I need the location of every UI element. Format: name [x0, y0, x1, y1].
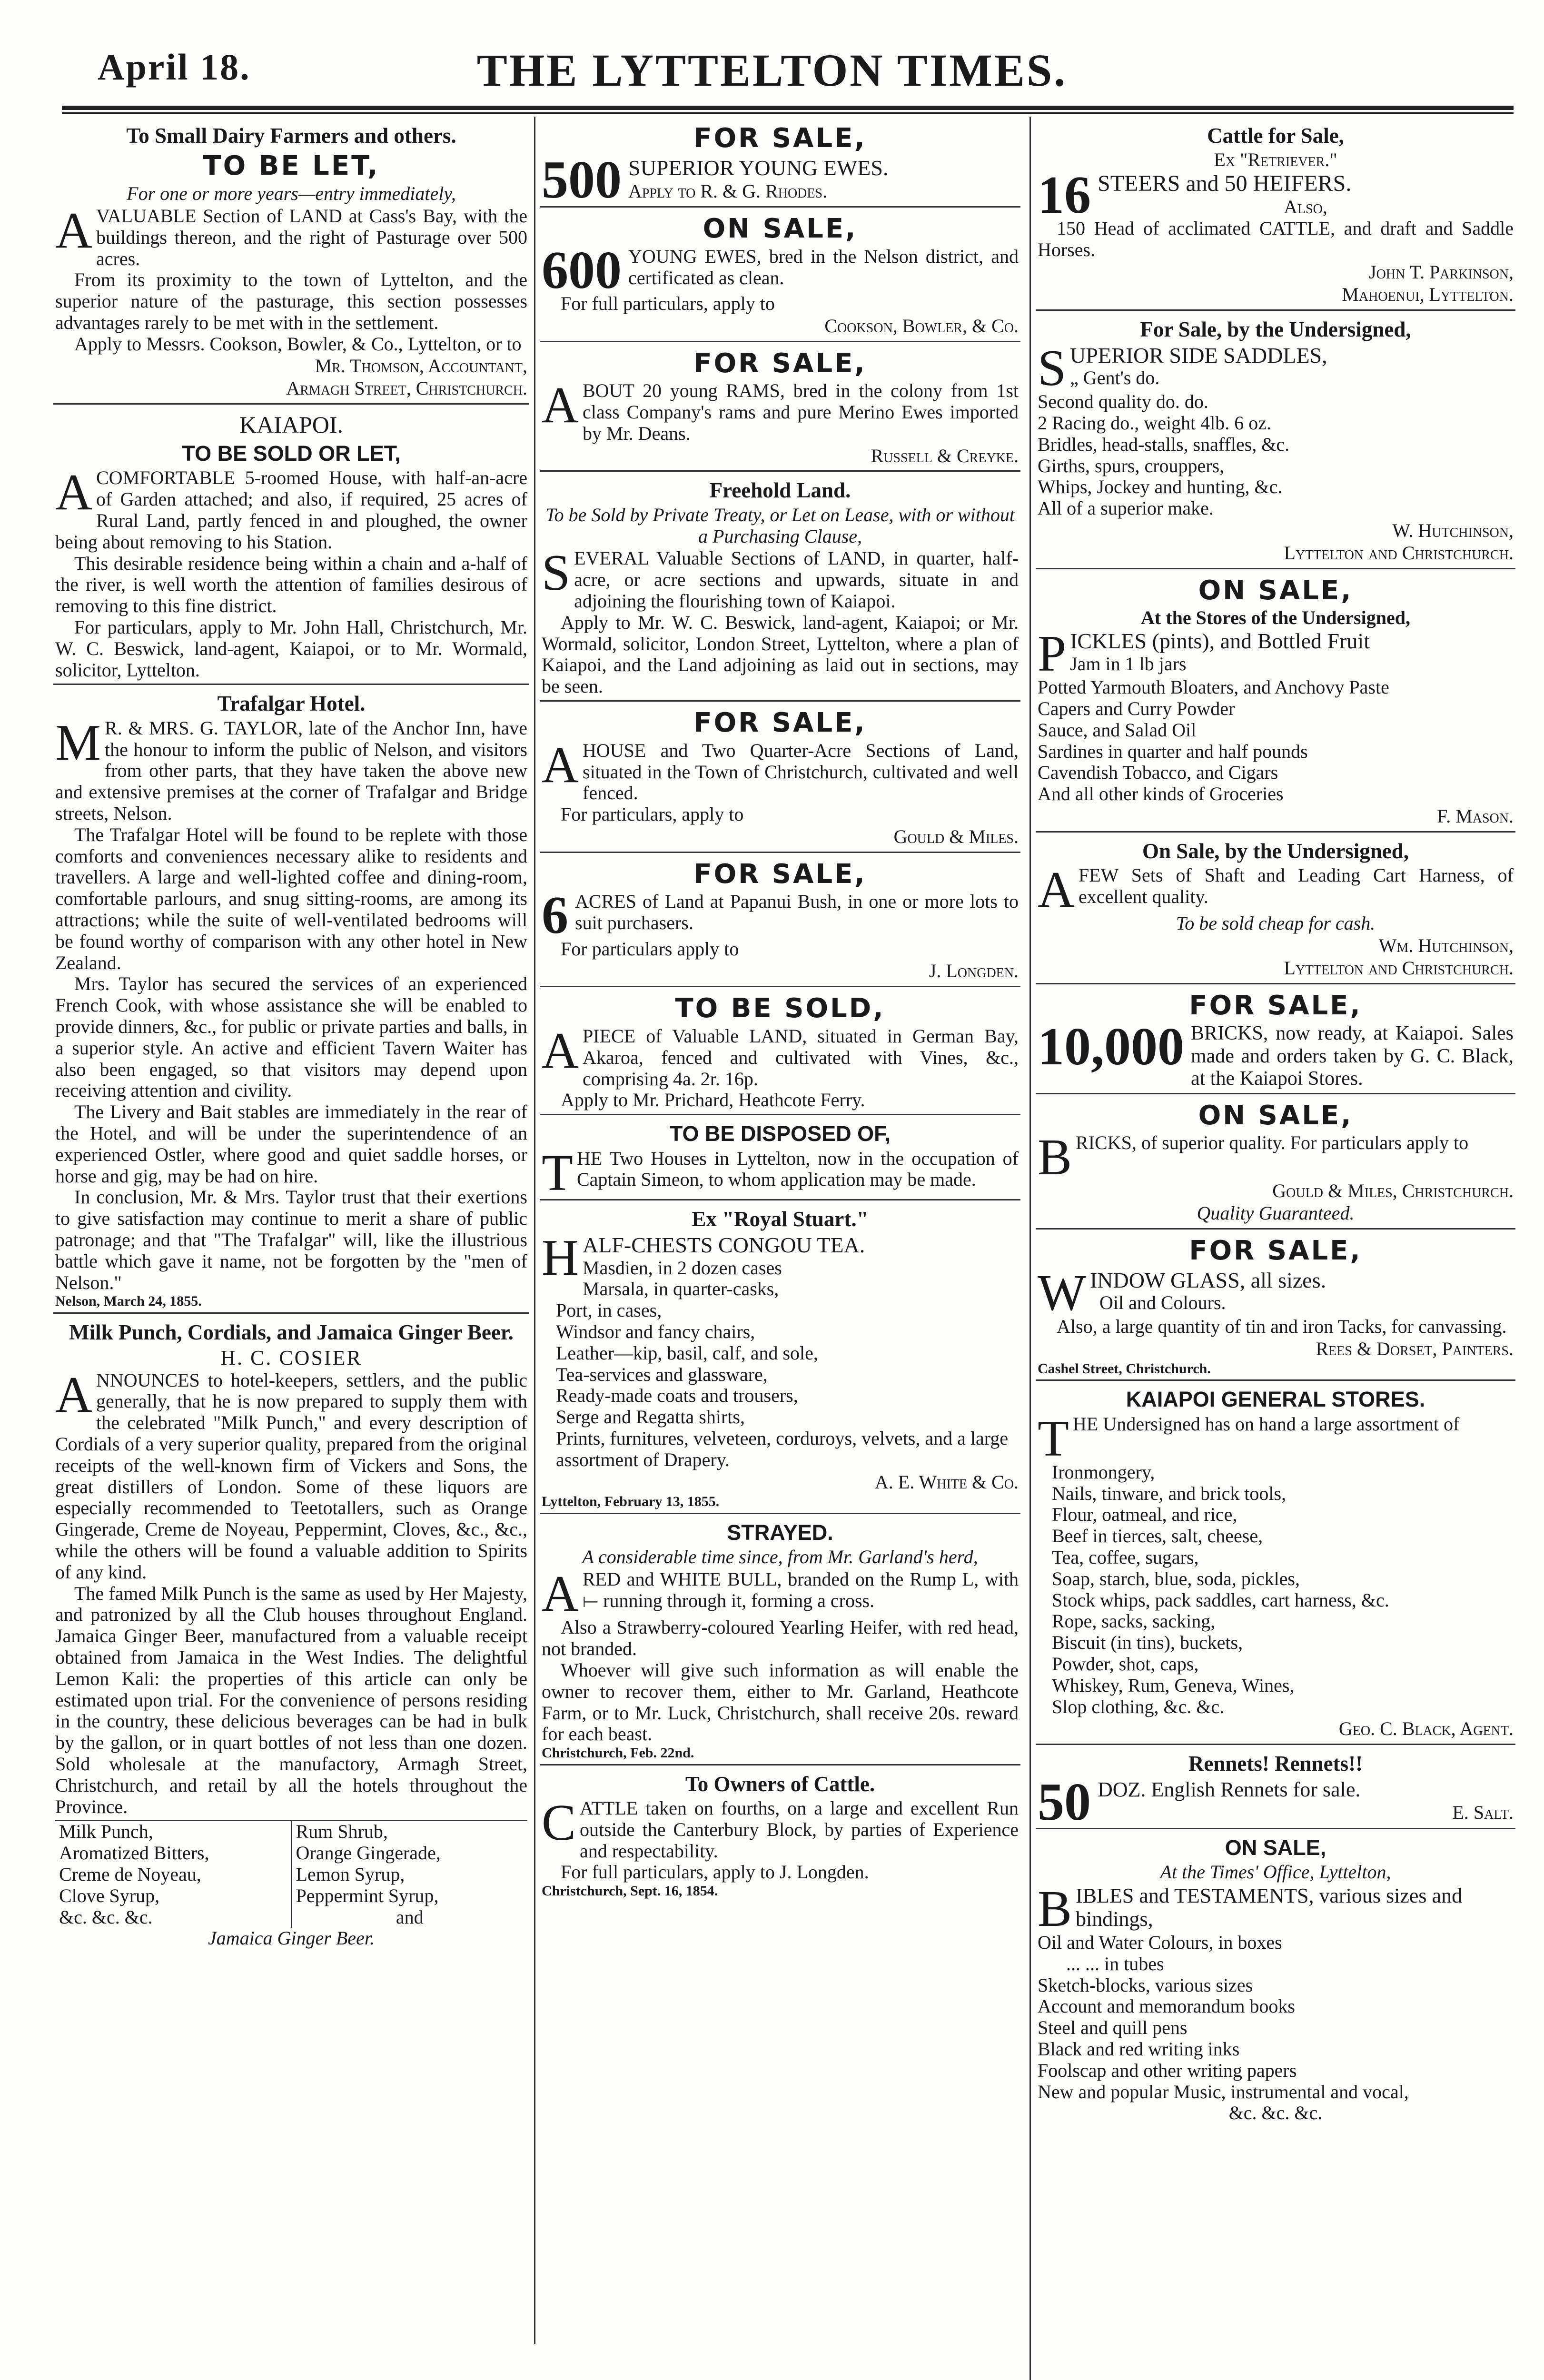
ad-subtitle: At the Stores of the Undersigned,	[1141, 607, 1410, 629]
ad-title: KAIAPOI GENERAL STORES.	[1126, 1387, 1425, 1412]
ad-subtitle: For one or more years—entry immediately,	[127, 183, 456, 205]
ad-cart-harness	[1036, 833, 1515, 984]
column-separator	[534, 117, 535, 2344]
newspaper-title: THE LYTTELTON TIMES.	[476, 45, 1068, 96]
ad-title: FOR SALE,	[693, 858, 867, 890]
product-list	[55, 1820, 527, 1928]
ad-heading: Ex "Royal Stuart."	[692, 1207, 869, 1231]
ad-heading: To Small Dairy Farmers and others.	[126, 124, 456, 148]
ad-bricks-kaiapoi	[1036, 984, 1515, 1094]
ad-body: For particulars apply to	[561, 938, 739, 960]
drop-cap: S	[1038, 339, 1067, 397]
ad-body: Mrs. Taylor has secured the services of an experienced French Cook, with whose assistance she will be enabled to provide dinners, &c., for public or private parties and balls, in a superior style. An active and efficient Tavern Waiter has also been engaged, so that visitors may depend upon receiving attention and civility.	[55, 973, 527, 1101]
ad-window-glass	[1036, 1230, 1515, 1381]
ad-acres-papanui	[540, 853, 1020, 988]
ad-subtitle: To be Sold by Private Treaty, or Let on Lease, with or without a Purchasing Clause,	[545, 504, 1015, 547]
ad-signature: Cookson, Bowler, & Co.	[824, 315, 1019, 337]
ad-body: 6 ACRES of Land at Papanui Bush, in one or more lots to suit purchasers.	[542, 886, 1019, 945]
drop-cap: T	[1038, 1410, 1069, 1467]
ad-signature: Mahoenui, Lyttelton.	[1342, 283, 1514, 305]
ad-heading: Trafalgar Hotel.	[217, 692, 366, 716]
drop-cap: T	[542, 1144, 573, 1201]
ad-subtitle: At the Times' Office, Lyttelton,	[1160, 1861, 1391, 1883]
ad-heading: On Sale, by the Undersigned,	[1142, 839, 1409, 863]
ad-body: AFEW Sets of Shaft and Leading Cart Harness, of excellent quality.	[1038, 862, 1514, 919]
ad-body: Apply to Mr. Prichard, Heathcote Ferry.	[561, 1089, 865, 1111]
ad-body: ACOMFORTABLE 5-roomed House, with half-an-acre of Garden attached; and also, if required, 25 acres of Rural Land, partly fenced in and ploughed, the owner being about removing to his Station.	[55, 464, 527, 553]
ad-body: AHOUSE and Two Quarter-Acre Sections of Land, situated in the Town of Christchurch, cultivated and well fenced.	[542, 736, 1019, 804]
drop-cap: H	[542, 1230, 579, 1287]
ad-royal-stuart	[540, 1200, 1020, 1514]
masthead-rule-thin	[62, 112, 1514, 114]
ad-rams	[540, 342, 1020, 472]
ad-heading: To Owners of Cattle.	[685, 1772, 875, 1796]
ad-footer: Jamaica Ginger Beer.	[208, 1927, 375, 1949]
ad-body: For particulars, apply to Mr. John Hall, Christchurch, Mr. W. C. Beswick, land-agent, Kaiapoi, or to Mr. Wormald, solicitor, Lyttelton.	[55, 616, 527, 681]
ad-title: ON SALE,	[703, 213, 858, 245]
ad-body: The famed Milk Punch is the same as used by Her Majesty, and patronized by all the Club houses throughout England. Jamaica Ginger Beer, manufactured from a valuable receipt obtained from Jamaica in the West Indies. The delightful Lemon Kali: the properties of this article can only be estimated upon trial. For the convenience of persons residing in the country, these delicious beverages can be had in bulk by the gallon, or in quart bottles of not less than one dozen. Sold wholesale at the manufactory, Armagh Street, Christchurch, and retail by all the hotels throughout the Province.	[55, 1582, 527, 1817]
ad-body: Also,	[1284, 196, 1327, 218]
drop-cap: M	[55, 714, 101, 771]
drop-cap: A	[542, 377, 579, 434]
drop-cap: S	[542, 545, 571, 602]
saddlery-list: S UPERIOR SIDE SADDLES, „ Gent's do. Second quality do. do. 2 Racing do., weight 4lb. 6 oz. Bridles, head-stalls, snaffles, &c. Girths, spurs, crouppers, Whips, Jockey and hunting, &c. All of a superior make.	[1038, 339, 1327, 519]
ad-body: For full particulars, apply to	[561, 292, 775, 314]
column-1	[53, 117, 529, 2380]
drop-cap: A	[55, 464, 92, 521]
ad-body: The Trafalgar Hotel will be found to be replete with those comforts and conveniences necessary alike to residents and travellers. A large and well-lighted coffee and dining-room, comfortable parlours, and snug sitting-rooms, are among its attractions; while the suite of well-ventilated bedrooms will be found worthy of comparison with any other hotel in New Zealand.	[55, 823, 527, 973]
drop-cap: P	[1038, 625, 1067, 683]
drop-cap: A	[55, 1366, 92, 1423]
ad-title: FOR SALE,	[1189, 1235, 1362, 1267]
ad-title: FOR SALE,	[693, 347, 867, 379]
ad-signature: Gould & Miles.	[893, 825, 1019, 847]
drop-number: 500	[542, 150, 622, 209]
ad-kaiapoi-general-stores	[1036, 1381, 1515, 1745]
ad-houses-lyttelton	[540, 1115, 1020, 1200]
stationery-list: B IBLES and TESTAMENTS, various sizes and bindings, Oil and Water Colours, in boxes ... ... in tubes Sketch-blocks, various sizes Account and memorandum books Steel and quill pens Black and red writing inks Foolscap and other writing papers New and popular Music, instrumental and vocal, &c. &c. &c.	[1038, 1880, 1463, 2124]
ad-kaiapoi	[53, 405, 529, 685]
ad-bibles	[1036, 1829, 1515, 2127]
ad-subtitle: A considerable time since, from Mr. Garland's herd,	[582, 1546, 978, 1568]
ad-signature: J. Longden.	[929, 960, 1019, 982]
ad-heading: Cattle for Sale,	[1207, 124, 1344, 148]
ad-body: For full particulars, apply to J. Longden.	[561, 1861, 869, 1883]
ad-bricks-quality	[1036, 1094, 1515, 1230]
ad-body: M R. & MRS. G. TAYLOR, late of the Anchor Inn, have the honour to inform the public of Nelson, and visitors from other parts, that they have taken the above new and extensive premises at the corner of Trafalgar and Bridge streets, Nelson.	[55, 714, 527, 824]
ad-body: THE Undersigned has on hand a large assortment of	[1038, 1410, 1460, 1467]
ad-body: 600 YOUNG EWES, bred in the Nelson district, and certificated as clean.	[542, 240, 1019, 300]
goods-list: Masdien, in 2 dozen cases Marsala, in quarter-casks, Port, in cases, Windsor and fancy chairs, Leather—kip, basil, calf, and sole, Tea-services and glassware, Ready-made coats and trousers, Serge and Regatta shirts, Prints, furnitures, velveteen, corduroys, velvets, and a large assortment of Drapery.	[556, 1257, 1009, 1470]
ad-body: 16 STEERS and 50 HEIFERS.	[1038, 166, 1352, 225]
ad-body: Also a Strawberry-coloured Yearling Heifer, with red head, not branded.	[542, 1616, 1019, 1660]
ad-saddles	[1036, 311, 1515, 569]
ad-title: TO BE DISPOSED OF,	[669, 1121, 891, 1146]
ad-body: BRICKS, of superior quality. For particulars apply to	[1038, 1129, 1469, 1186]
drop-number: 10,000	[1038, 1017, 1184, 1077]
ad-body: In conclusion, Mr. & Mrs. Taylor trust that their exertions to give satisfaction may continue to merit a share of public patronage; and that "The Trafalgar" will, like the illustrious battle which gave it name, not be forgotten by the "men of Nelson."	[55, 1186, 527, 1293]
ad-signature: Lyttelton and Christchurch.	[1284, 542, 1514, 564]
ad-dairy-farmers	[53, 117, 529, 405]
ad-body: THE Two Houses in Lyttelton, now in the occupation of Captain Simeon, to whom application may be made.	[542, 1144, 1019, 1201]
stores-list: Ironmongery, Nails, tinware, and brick tools, Flour, oatmeal, and rice, Beef in tierces, salt, cheese, Tea, coffee, sugars, Soap, starch, blue, soda, pickles, Stock whips, pack saddles, cart harness, &c. Rope, sacks, sacking, Biscuit (in tins), buckets, Powder, shot, caps, Whiskey, Rum, Geneva, Wines, Slop clothing, &c. &c.	[1052, 1461, 1389, 1717]
drop-cap: W	[1038, 1264, 1086, 1321]
ad-strayed	[540, 1514, 1020, 1765]
ad-body: Oil and Colours.	[1099, 1292, 1226, 1314]
ad-land-akaroa	[540, 987, 1020, 1115]
ad-title: ON SALE,	[1225, 1835, 1326, 1860]
ad-title: FOR SALE,	[693, 123, 867, 154]
ad-young-ewes	[540, 208, 1020, 342]
ad-body: Whoever will give such information as will enable the owner to recover them, either to Mr. Garland, Heathcote Farm, or to Mr. Luck, Christchurch, shall receive 20s. reward for each beast.	[542, 1659, 1019, 1745]
drop-number: 600	[542, 240, 622, 300]
ad-subtitle: To be sold cheap for cash.	[1176, 912, 1376, 934]
ad-body: AVALUABLE Section of LAND at Cass's Bay, with the buildings thereon, and the right of Pasturage over 500 acres.	[55, 202, 527, 269]
ad-body: CATTLE taken on fourths, on a large and excellent Run outside the Canterbury Block, by parties of Experience and respectability.	[542, 1795, 1019, 1862]
ad-milk-punch	[53, 1314, 529, 1952]
drop-cap: A	[542, 736, 579, 793]
ad-body: HALF-CHESTS CONGOU TEA.	[542, 1230, 865, 1287]
ad-title: TO BE SOLD,	[675, 993, 885, 1024]
ad-body: WINDOW GLASS, all sizes.	[1038, 1264, 1326, 1321]
issue-date: April 18.	[98, 46, 251, 88]
ad-advertiser: H. C. COSIER	[220, 1346, 362, 1370]
ad-body: SUPERIOR YOUNG EWES.	[628, 155, 889, 180]
ad-date: Christchurch, Sept. 16, 1854.	[542, 1883, 718, 1899]
ad-title: FOR SALE,	[1189, 990, 1362, 1021]
ad-signature: John T. Parkinson,	[1369, 261, 1514, 283]
ad-title: TO BE LET,	[203, 150, 380, 182]
drop-cap: A	[1038, 862, 1075, 919]
column-separator	[1029, 117, 1031, 2380]
ad-signature: Geo. C. Black, Agent.	[1338, 1718, 1514, 1740]
ad-signature: Gould & Miles, Christchurch.	[1272, 1180, 1514, 1202]
ad-body: For particulars, apply to	[561, 803, 744, 825]
ad-body: APIECE of Valuable LAND, situated in German Bay, Akaroa, fenced and cultivated with Vines, &c., comprising 4a. 2r. 16p.	[542, 1022, 1019, 1090]
ad-trafalgar-hotel	[53, 685, 529, 1314]
ad-heading: KAIAPOI.	[239, 411, 344, 438]
ad-body: ARED and WHITE BULL, branded on the Rump L, with ⟝ running through it, forming a cross.	[542, 1566, 1019, 1623]
ad-body: This desirable residence being within a chain and a-half of the river, is well worth the attention of families desirous of removing to this fine district.	[55, 552, 527, 617]
ad-body: 10,000 BRICKS, now ready, at Kaiapoi. Sales made and orders taken by G. C. Black, at the Kaiapoi Stores.	[1038, 1017, 1514, 1090]
ad-heading: Rennets! Rennets!!	[1188, 1752, 1363, 1776]
ad-body: SEVERAL Valuable Sections of LAND, in quarter, half-acre, or acre sections and upwards, situate in and adjoining the flourishing town of Kaiapoi.	[542, 545, 1019, 612]
ad-cattle-for-sale	[1036, 117, 1515, 311]
ad-date: Christchurch, Feb. 22nd.	[542, 1745, 694, 1761]
drop-cap: C	[542, 1795, 576, 1852]
ad-body: Also, a large quantity of tin and iron Tacks, for canvassing.	[1057, 1315, 1507, 1337]
column-3	[1036, 117, 1515, 2380]
ad-title: ON SALE,	[1198, 1100, 1353, 1131]
ad-rennets	[1036, 1745, 1515, 1832]
ad-body: 150 Head of acclimated CATTLE, and draft and Saddle Horses.	[1038, 218, 1514, 261]
ad-signature: Wm. Hutchinson,	[1378, 935, 1514, 957]
drop-cap: A	[542, 1022, 579, 1079]
ad-address: Cashel Street, Christchurch.	[1038, 1360, 1211, 1377]
ad-date: Nelson, March 24, 1855.	[55, 1293, 202, 1309]
ad-title: FOR SALE,	[693, 707, 867, 738]
ad-subtitle: Ex "Retriever."	[1214, 149, 1337, 171]
ad-date: Lyttelton, February 13, 1855.	[542, 1494, 720, 1510]
drop-number: 16	[1038, 166, 1091, 225]
ad-signature: Russell & Creyke.	[871, 445, 1019, 466]
drop-cap: A	[542, 1566, 579, 1623]
ad-title: STRAYED.	[727, 1520, 833, 1545]
ad-body: ABOUT 20 young RAMS, bred in the colony from 1st class Company's rams and pure Merino Ewes imported by Mr. Deans.	[542, 377, 1019, 444]
ad-superior-ewes	[540, 117, 1020, 208]
ad-house-for-sale	[540, 702, 1020, 853]
drop-cap: B	[1038, 1880, 1072, 1937]
ad-body: Apply to Mr. W. C. Beswick, land-agent, Kaiapoi; or Mr. Wormald, solicitor, London Street, Lyttelton, where a plan of Kaiapoi, and the Land adjoining as laid out in sections, may be seen.	[542, 611, 1019, 697]
column-2	[540, 117, 1020, 2380]
ad-heading: Freehold Land.	[709, 478, 851, 503]
ad-heading: For Sale, by the Undersigned,	[1140, 317, 1411, 341]
ad-body: ANNOUNCES to hotel-keepers, settlers, and the public generally, that he is now prepared to supply them with the celebrated "Milk Punch," and every description of Cordials of a very superior quality, prepared from the original receipts of the well-known firm of Vickers and Sons, the great distillers of London. Some of these liquors are especially recommended to Teetotallers, such as Orange Gingerade, Creme de Noyeau, Peppermint, Cloves, &c., &c., while the others will be found a valuable addition to Spirits of any kind.	[55, 1366, 527, 1583]
ad-signature: A. E. White & Co.	[874, 1471, 1019, 1493]
ad-body: The Livery and Bait stables are immediately in the rear of the Hotel, and will be under the superintendence of an experienced Ostler, where good and quiet saddle horses, or horse and gig, may be had on hire.	[55, 1101, 527, 1187]
ad-owners-of-cattle	[540, 1765, 1020, 1902]
drop-number: 50	[1038, 1772, 1091, 1832]
ad-body: Apply to Messrs. Cookson, Bowler, & Co., Lyttelton, or to	[74, 333, 522, 355]
ad-signature: F. Mason.	[1437, 805, 1514, 827]
ad-body: DOZ. English Rennets for sale.	[1098, 1777, 1361, 1801]
ad-signature: E. Salt.	[1452, 1801, 1514, 1823]
groceries-list: P ICKLES (pints), and Bottled Fruit Jam in 1 lb jars Potted Yarmouth Bloaters, and Anchovy Paste Capers and Curry Powder Sauce, and Salad Oil Sardines in quarter and half pounds Cavendish Tobacco, and Cigars And all other kinds of Groceries	[1038, 625, 1389, 805]
ad-signature: W. Hutchinson,	[1392, 519, 1514, 541]
drop-cap: B	[1038, 1129, 1072, 1186]
ad-signature: Mr. Thomson, Accountant,	[315, 355, 527, 377]
masthead-rule	[62, 106, 1514, 110]
ad-pickles	[1036, 569, 1515, 833]
ad-freehold-land	[540, 472, 1020, 702]
drop-number: 6	[542, 886, 568, 945]
ad-body: From its proximity to the town of Lyttelton, and the superior nature of the pasturage, this section possesses advantages rarely to be met with in the settlement.	[55, 269, 527, 333]
ad-heading: Milk Punch, Cordials, and Jamaica Ginger Beer.	[69, 1320, 514, 1344]
ad-body: Apply to R. & G. Rhodes.	[628, 180, 828, 202]
product-list-right: Rum Shrub, Orange Gingerade, Lemon Syrup, Peppermint Syrup, and	[291, 1821, 528, 1928]
ad-subtitle: Quality Guaranteed.	[1197, 1202, 1355, 1224]
ad-title: ON SALE,	[1198, 575, 1353, 606]
product-list-left: Milk Punch, Aromatized Bitters, Creme de Noyeau, Clove Syrup, &c. &c. &c.	[59, 1821, 209, 1928]
ad-signature: Armagh Street, Christchurch.	[286, 377, 527, 399]
masthead	[0, 0, 1544, 109]
ad-signature: Lyttelton and Christchurch.	[1284, 957, 1514, 979]
ad-title: TO BE SOLD OR LET,	[182, 441, 401, 466]
ad-signature: Rees & Dorset, Painters.	[1316, 1338, 1514, 1359]
drop-cap: A	[55, 202, 92, 259]
